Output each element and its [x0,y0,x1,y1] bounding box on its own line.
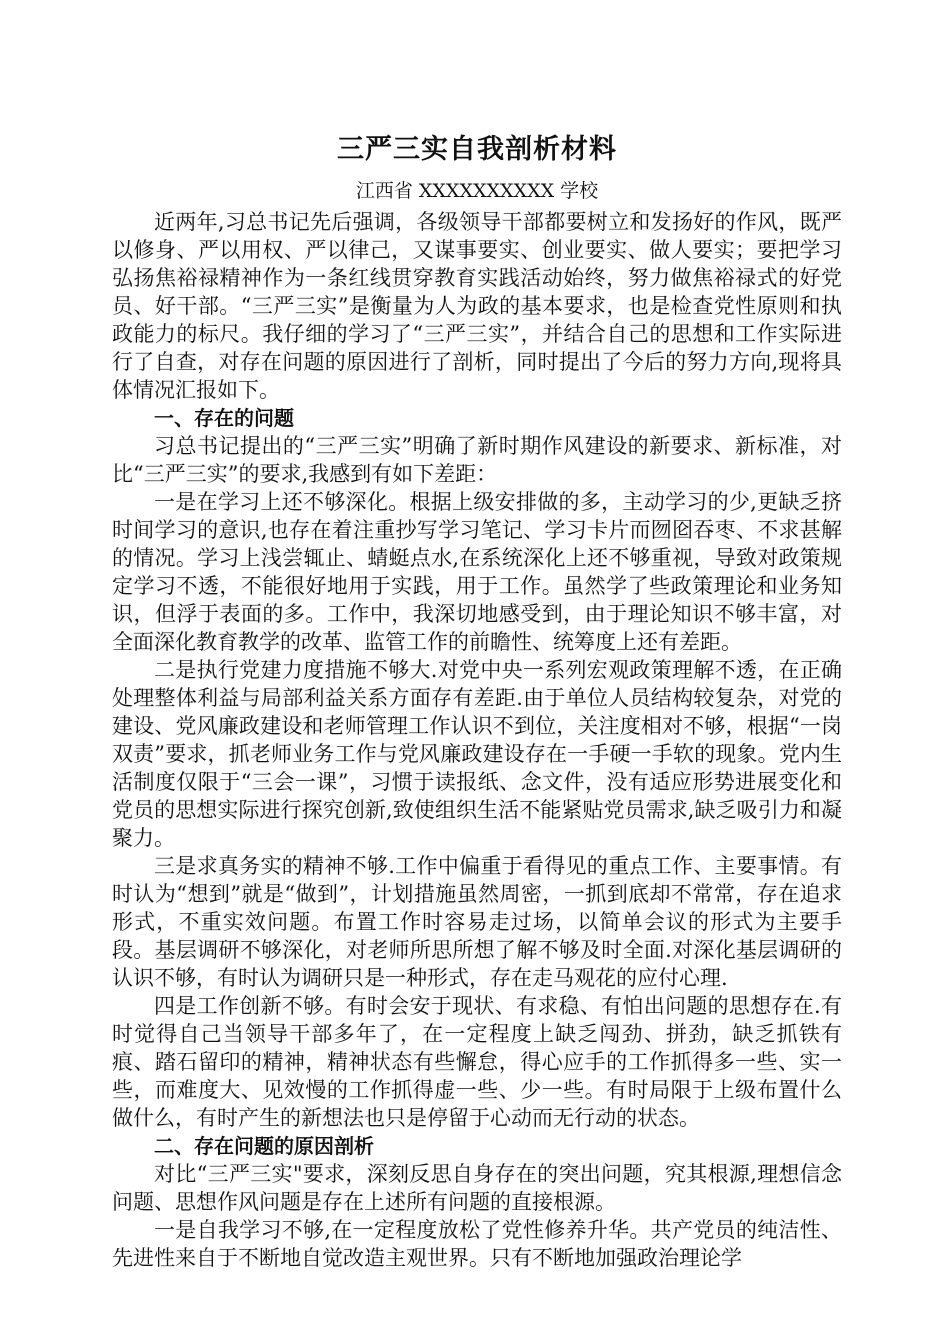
paragraph: 四是工作创新不够。有时会安于现状、有求稳、有怕出问题的思想存在.有时觉得自己当领导干部多年了，在一定程度上缺乏闯劲、拼劲，缺乏抓铁有痕、踏石留印的精神，精神状态有些懈怠，得心应手的工作抓得多一些、实一些，而难度大、见效慢的工作抓得虚一些、少一些。有时局限于上级布置什么做什么，有时产生的新想法也只是停留于心动而无行动的状态。 [112,994,842,1130]
document-subtitle: 江西省 XXXXXXXXXX 学校 [355,180,599,202]
paragraph: 二是执行党建力度措施不够大.对党中央一系列宏观政策理解不透，在正确处理整体利益与局部利益关系方面存有差距.由于单位人员结构较复杂，对党的建设、党风廉政建设和老师管理工作认识不到位，关注度相对不够，根据“一岗双责”要求，抓老师业务工作与党风廉政建设存在一手硬一手软的现象。党内生活制度仅限于“三会一课”，习惯于读报纸、念文件，没有适应形势进展变化和党员的思想实际进行探究创新,致使组织生活不能紧贴党员需求,缺乏吸引力和凝聚力。 [112,658,842,850]
paragraph: 一是在学习上还不够深化。根据上级安排做的多，主动学习的少,更缺乏挤时间学习的意识,也存在着注重抄写学习笔记、学习卡片而囫囵吞枣、不求甚解的情况。学习上浅尝辄止、蜻蜓点水,在系统深化上还不够重视，导致对政策规定学习不透，不能很好地用于实践，用于工作。虽然学了些政策理论和业务知识，但浮于表面的多。工作中，我深切地感受到，由于理论知识不够丰富，对全面深化教育教学的改革、监管工作的前瞻性、统筹度上还有差距。 [112,490,842,654]
paragraph: 三是求真务实的精神不够.工作中偏重于看得见的重点工作、主要事情。有时认为“想到”就是“做到”，计划措施虽然周密，一抓到底却不常常，存在追求形式，不重实效问题。布置工作时容易走过场，以简单会议的形式为主要手段。基层调研不够深化，对老师所思所想了解不够及时全面.对深化基层调研的认识不够，有时认为调研只是一种形式，存在走马观花的应付心理. [112,854,842,990]
section-heading-problems: 一、存在的问题 [154,406,294,430]
paragraph: 对比“三严三实"要求，深刻反思自身存在的突出问题，究其根源,理想信念问题、思想作风问题是存在上述所有问题的直接根源。 [112,1162,842,1214]
section-heading-causes: 二、存在问题的原因剖析 [154,1134,374,1158]
document-page [112,130,842,1272]
intro-paragraph: 近两年,习总书记先后强调，各级领导干部都要树立和发扬好的作风，既严以修身、严以用权、严以律己，又谋事要实、创业要实、做人要实；要把学习弘扬焦裕禄精神作为一条红线贯穿教育实践活动始终，努力做焦裕禄式的好党员、好干部。“三严三实”是衡量为人为政的基本要求，也是检查党性原则和执政能力的标尺。我仔细的学习了“三严三实”，并结合自己的思想和工作实际进行了自查，对存在问题的原因进行了剖析，同时提出了今后的努力方向,现将具体情况汇报如下。 [112,210,842,402]
paragraph: 一是自我学习不够,在一定程度放松了党性修养升华。共产党员的纯洁性、先进性来自于不断地自觉改造主观世界。只有不断地加强政治理论学 [112,1218,842,1270]
document-title: 三严三实自我剖析材料 [337,134,617,165]
paragraph: 习总书记提出的“三严三实”明确了新时期作风建设的新要求、新标准，对比“三严三实”的要求,我感到有如下差距： [112,434,842,486]
